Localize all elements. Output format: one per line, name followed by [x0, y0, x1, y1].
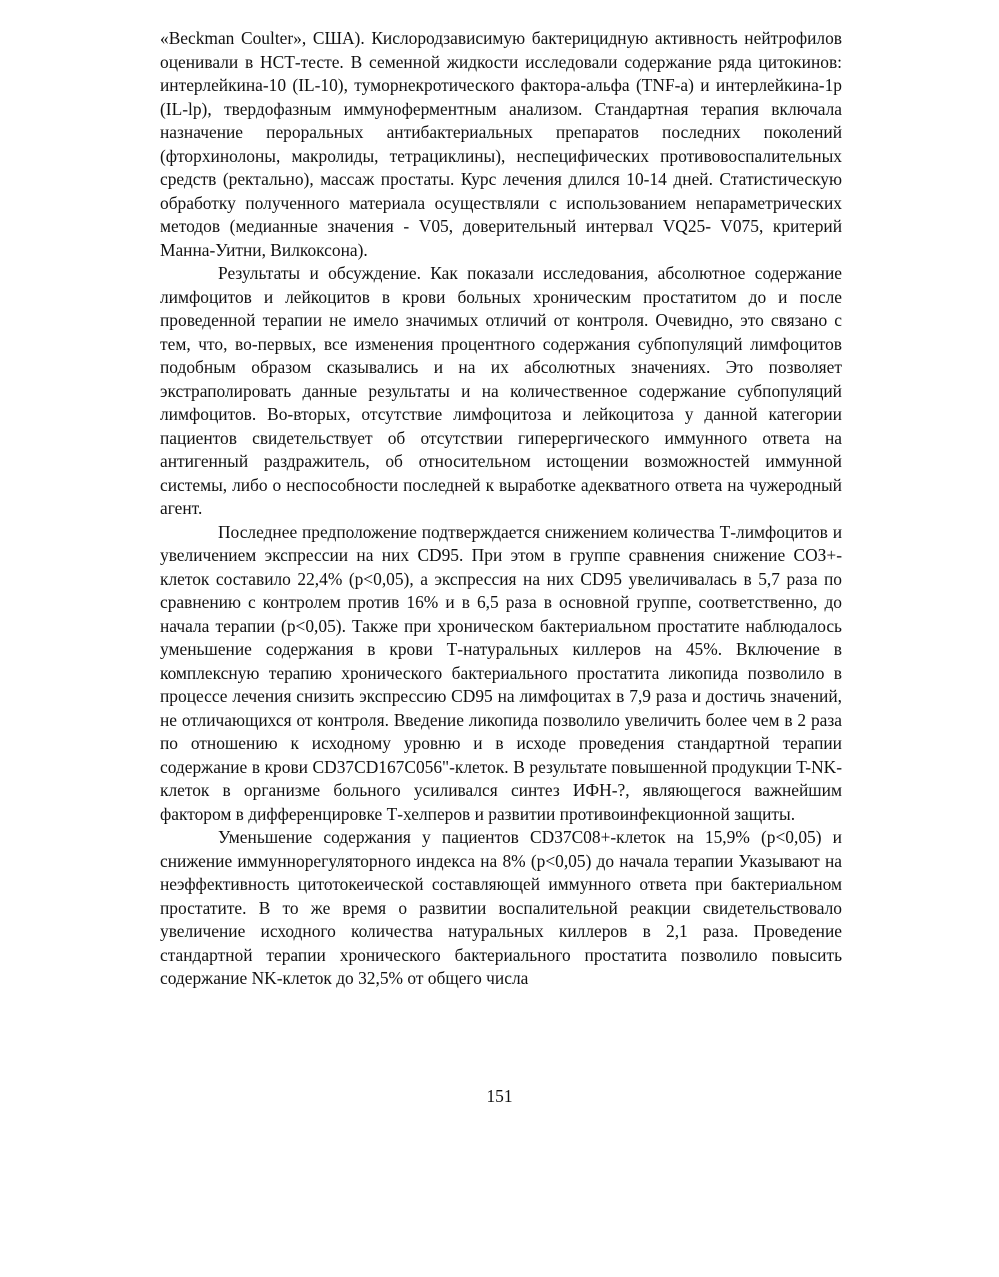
- paragraph-results: Результаты и обсуждение. Как показали исследования, абсолютное содержание лимфоцитов и лейкоцитов в крови больных хроническим простатитом до и после проведенной терапии не имело значимых отличий от контроля. Очевидно, это связано с тем, что, во-первых, все изменения процентного содержания субпопуляций лимфоцитов подобным образом сказывались и на их абсолютных значениях. Это позволяет экстраполировать данные результаты и на количественное содержание субпопуляций лимфоцитов. Во-вторых, отсутствие лимфоцитоза и лейкоцитоза у данной категории пациентов свидетельствует об отсутствии гиперергического иммунного ответа на антигенный раздражитель, об относительном истощении возможностей иммунной системы, либо о неспособности последней к выработке адекватного ответа на чужеродный агент.: [160, 263, 842, 518]
- page-number: 151: [486, 1086, 513, 1106]
- page-body: [160, 27, 842, 991]
- paragraph-methods: «Beckman Coulter», США). Кислородзависимую бактерицидную активность нейтрофилов оценивали в НСТ-тесте. В семенной жидкости исследовали содержание ряда цитокинов: интерлейкина-10 (IL-10), туморнекротического фактора-альфа (TNF-a) и интерлейкина-1p (IL-lp), твердофазным иммуноферментным анализом. Стандартная терапия включала назначение пероральных антибактериальных препаратов последних поколений (фторхинолоны, макролиды, тетрациклины), неспецифических противовоспалительных средств (ректально), массаж простаты. Курс лечения длился 10-14 дней. Статистическую обработку полученного материала осуществляли с использованием непараметрических методов (медианные значения - V05, доверительный интервал VQ25- V075, критерий Манна-Уитни, Вилкоксона).: [160, 28, 842, 260]
- paragraph-cytotoxic: Уменьшение содержания у пациентов CD37C08+-клеток на 15,9% (р<0,05) и снижение иммуннорегуляторного индекса на 8% (р<0,05) до начала терапии Указывают на неэффективность цитотокеической составляющей иммунного ответа при бактериальном простатите. В то же время о развитии воспалительной реакции свидетельствовало увеличение исходного количества натуральных киллеров в 2,1 раза. Проведение стандартной терапии хронического бактериального простатита позволило повысить содержание NK-клеток до 32,5% от общего числа: [160, 827, 842, 988]
- paragraph-t-lymphocytes: Последнее предположение подтверждается снижением количества Т-лимфоцитов и увеличением экспрессии на них CD95. При этом в группе сравнения снижение СОЗ+-клеток составило 22,4% (р<0,05), а экспрессия на них CD95 увеличивалась в 5,7 раза по сравнению с контролем против 16% и в 6,5 раза в основной группе, соответственно, до начала терапии (р<0,05). Также при хроническом бактериальном простатите наблюдалось уменьшение содержания в крови Т-натуральных киллеров на 45%. Включение в комплексную терапию хронического бактериального простатита ликопида позволило в процессе лечения снизить экспрессию CD95 на лимфоцитах в 7,9 раза и достичь значений, не отличающихся от контроля. Введение ликопида позволило увеличить более чем в 2 раза по отношению к исходному уровню и в исходе проведения стандартной терапии содержание в крови CD37CD167C056"-клеток. В результате повышенной продукции T-NK-клеток в организме больного усиливался синтез ИФН-?, являющегося важнейшим фактором в дифференцировке Т-хелперов и развитии противоинфекционной защиты.: [160, 521, 842, 824]
